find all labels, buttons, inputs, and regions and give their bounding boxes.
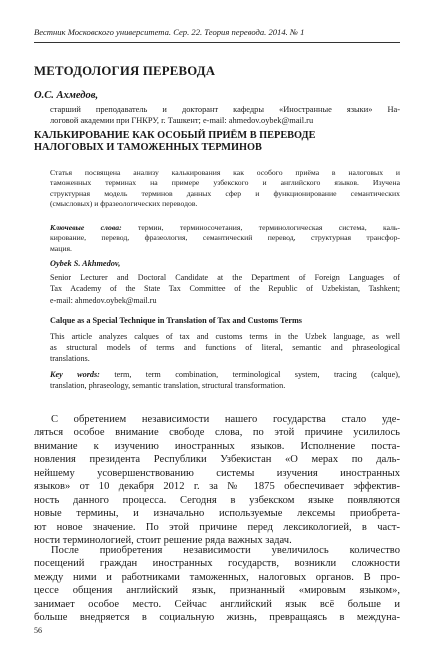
keywords-ru-line <box>50 223 400 233</box>
body-paragraph <box>34 413 400 548</box>
header-rule <box>34 42 400 43</box>
body-line: занимает особое место. Сейчас английский язык всё больше и <box>34 598 400 610</box>
keywords-en <box>50 369 400 391</box>
keywords-en-line <box>50 369 400 380</box>
page-number: 56 <box>34 626 42 635</box>
section-title: МЕТОДОЛОГИЯ ПЕРЕВОДА <box>34 64 216 78</box>
affiliation-ru <box>50 104 400 127</box>
abstract-en <box>50 331 400 365</box>
body-line: После приобретения независимости увеличилось количество <box>51 545 400 556</box>
affiliation-en-line: Senior Lecturer and Doctoral Candidate at the Department of Foreign Languages of <box>50 273 400 282</box>
abstract-en-line: This article analyzes calques of tax and customs terms in the Uzbek language, as well <box>50 332 400 341</box>
body-line: С обретением независимости нашего государства стало уде- <box>51 414 400 425</box>
keywords-ru <box>50 223 400 254</box>
keywords-en-text: term, term combination, terminological system, tracing (calque), <box>99 370 400 379</box>
body-line: ности терминологией, стоит решение ряда важных задач. <box>34 535 292 547</box>
body-line: ность данного процесса. Сегодня в узбекском языке появляются <box>34 494 400 506</box>
keywords-ru-text: термин, терминосочетания, терминологическая система, каль- <box>121 223 400 232</box>
abstract-en-line: translations. <box>50 354 90 364</box>
abstract-ru <box>50 168 400 209</box>
article-title-ru-line: КАЛЬКИРОВАНИЕ КАК ОСОБЫЙ ПРИЁМ В ПЕРЕВОДЕ <box>34 130 316 141</box>
keywords-ru-line: кирование, перевод, фразеология, семантический перевод, структурная трансфор- <box>50 233 400 243</box>
body-line: посещений граждан иностранных государств, возникли сложности <box>34 558 400 570</box>
running-header <box>34 27 400 37</box>
body-line: нейшему усовершенствованию системы изучения иностранных <box>34 467 400 479</box>
abstract-ru-line: структурная модель терминов данных сфер и функционирование семантических <box>50 188 400 198</box>
abstract-ru-line: таможенных терминах на примере узбекского и английского языков. Изучена <box>50 178 400 188</box>
body-line: ют новое значение. По этой причине перед лексикологией, в част- <box>34 521 400 533</box>
body-line: новые термины, и изначально используемые лексемы приобрета- <box>34 508 400 520</box>
body-line: между ними и работниками таможенных, налоговых органов. В про- <box>34 571 400 583</box>
body-line: внимание к изучению иностранных языков. Исполнение поста- <box>34 440 400 452</box>
article-title-ru <box>34 130 400 155</box>
abstract-en-line: as structural models of terms and functions of literal, semantic and phraseological <box>50 343 400 353</box>
keywords-en-line: translation, phraseology, semantic translation, structural transformation. <box>50 381 286 391</box>
affiliation-ru-line: логовой академии при ГНКРУ, г. Ташкент; e-mail: ahmedov.oybek@mail.ru <box>50 116 314 126</box>
keywords-ru-label: Ключевые слова: <box>50 223 122 232</box>
body-line: ляться особое внимание свободе слова, по этой причине усилилось <box>34 427 400 439</box>
body-line: языков» от 10 декабря 2012 г. за № 1875 обеспечивает эффектив- <box>34 481 400 493</box>
keywords-en-label: Key words: <box>50 370 100 379</box>
affiliation-en-line: e-mail: ahmedov.oybek@mail.ru <box>50 295 157 305</box>
abstract-ru-line: Статья посвящена анализу калькирования как особого приёма в налоговых и <box>50 168 400 177</box>
keywords-ru-line: мация. <box>50 243 72 253</box>
body-line: больше внедряется в социальную жизнь, превращаясь в междуна- <box>34 612 400 624</box>
author-ru: О.С. Ахмедов, <box>34 90 99 101</box>
article-title-ru-line: НАЛОГОВЫХ И ТАМОЖЕННЫХ ТЕРМИНОВ <box>34 142 262 154</box>
abstract-ru-line: (смысловых) и фразеологических переводов. <box>50 198 198 208</box>
affiliation-ru-line: старший преподаватель и докторант кафедры «Иностранные языки» На- <box>50 105 400 114</box>
body-line: цессе общения английский язык, признанный «мировым языком», <box>34 585 400 597</box>
author-en: Oybek S. Akhmedov, <box>50 259 121 268</box>
affiliation-en-line: Tax Academy of the State Tax Committee of the Republic of Uzbekistan, Tashkent; <box>50 284 400 294</box>
article-title-en: Calque as a Special Technique in Translation of Tax and Customs Terms <box>50 316 302 325</box>
journal-title: Вестник Московского университета. Сер. 22. Теория перевода. 2014. № 1 <box>34 27 305 37</box>
affiliation-en <box>50 272 400 306</box>
body-line: новления президента Республики Узбекистан «О мерах по даль- <box>34 454 400 466</box>
body-paragraph <box>34 544 400 625</box>
